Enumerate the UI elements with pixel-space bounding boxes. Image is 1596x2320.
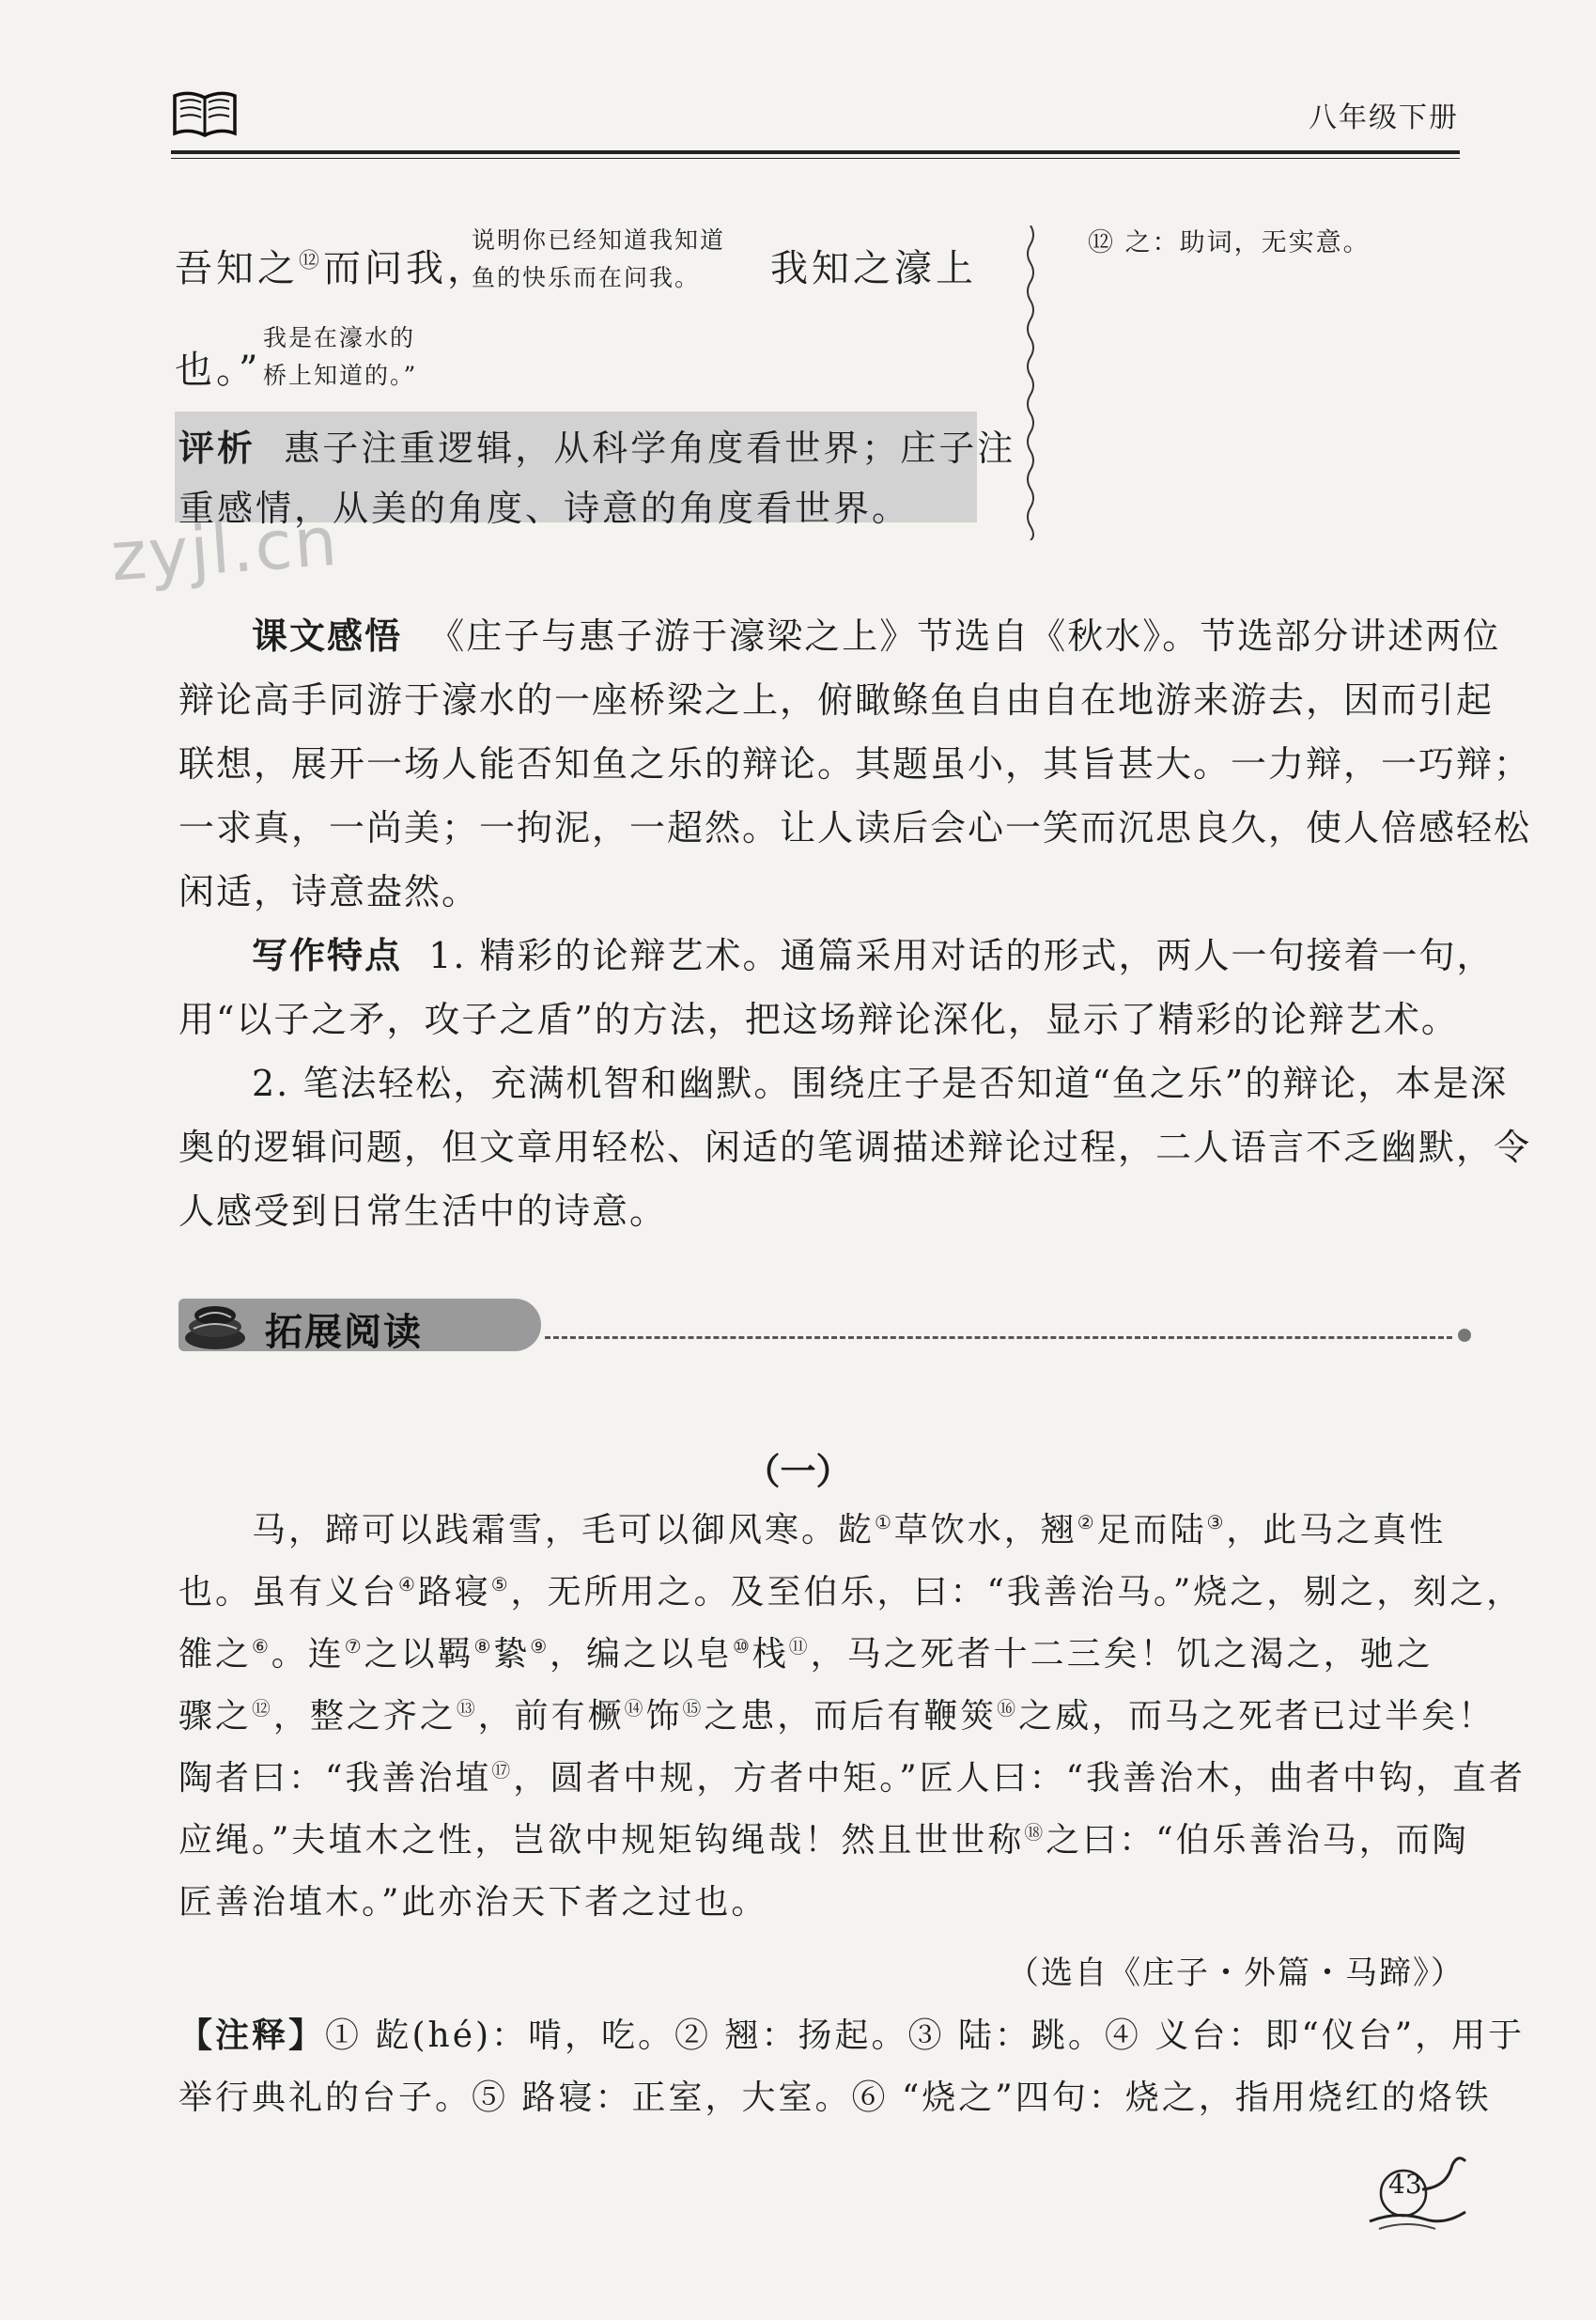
banner-title: 拓展阅读 bbox=[265, 1311, 423, 1354]
writing-line: 人感受到日常生活中的诗意。 bbox=[178, 1191, 668, 1232]
source-citation: （选自《庄子・外篇・马蹄》） bbox=[1007, 1954, 1464, 1992]
insight-label: 课文感悟 bbox=[252, 615, 403, 657]
header-rule-thin bbox=[171, 158, 1460, 159]
passage-line: 匠善治埴木。”此亦治天下者之过也。 bbox=[178, 1883, 768, 1922]
notes-line: 【注释】① 龁(hé)：啃，吃。② 翘：扬起。③ 陆：跳。④ 义台：即“仪台”，用于 bbox=[178, 2016, 1526, 2055]
wavy-divider bbox=[1024, 226, 1037, 540]
passage-line: 马，蹄可以践霜雪，毛可以御风寒。龁①草饮水，翘②足而陆③，此马之真性 bbox=[252, 1511, 1447, 1549]
evaluation-label: 评析 bbox=[178, 428, 256, 469]
evaluation-line: 重感情，从美的角度、诗意的角度看世界。 bbox=[178, 488, 911, 529]
notes-label: 【注释】 bbox=[178, 2016, 326, 2055]
rule-end-dot bbox=[1458, 1329, 1471, 1342]
insight-line: 课文感悟 《庄子与惠子游于濠梁之上》节选自《秋水》。节选部分讲述两位 bbox=[252, 615, 1501, 657]
passage-line: 也。虽有义台④路寝⑤，无所用之。及至伯乐，曰：“我善治马。”烧之，剔之，刻之， bbox=[178, 1573, 1524, 1612]
text-line: 也。” bbox=[175, 349, 262, 392]
books-icon bbox=[182, 1297, 248, 1353]
section-banner bbox=[178, 1291, 1471, 1357]
text-line: 我知之濠上 bbox=[770, 247, 977, 290]
evaluation-line: 评析 惠子注重逻辑，从科学角度看世界；庄子注 bbox=[178, 428, 1016, 469]
open-book-icon bbox=[171, 86, 239, 141]
passage-line: 陶者曰：“我善治埴⑰，圆者中规，方者中矩。”匠人曰：“我善治木，曲者中钩，直者 bbox=[178, 1759, 1526, 1798]
writing-line: 2. 笔法轻松，充满机智和幽默。围绕庄子是否知道“鱼之乐”的辩论，本是深 bbox=[252, 1063, 1509, 1104]
gloss-note: 说明你已经知道我知道 鱼的快乐而在问我。 bbox=[472, 226, 726, 291]
passage-line: 骤之⑫，整之齐之⑬，前有橛⑭饰⑮之患，而后有鞭筴⑯之威，而马之死者已过半矣！ bbox=[178, 1697, 1495, 1736]
writing-line: 用“以子之矛，攻子之盾”的方法，把这场辩论深化，显示了精彩的论辩艺术。 bbox=[178, 999, 1459, 1040]
grade-label: 八年级下册 bbox=[1309, 101, 1459, 134]
writing-line: 写作特点 1. 精彩的论辩艺术。通篇采用对话的形式，两人一句接着一句， bbox=[252, 935, 1495, 976]
section-number: （一） bbox=[744, 1451, 852, 1492]
notes-line: 举行典礼的台子。⑤ 路寝：正室，大室。⑥ “烧之”四句：烧之，指用烧红的烙铁 bbox=[178, 2079, 1492, 2117]
gloss-note: 我是在濠水的 桥上知道的。” bbox=[263, 324, 418, 389]
page-number: 43 bbox=[1388, 2169, 1422, 2200]
text-line: 吾知之⑫而问我， bbox=[175, 247, 489, 290]
writing-label: 写作特点 bbox=[252, 935, 403, 976]
passage-line: 应绳。”夫埴木之性，岂欲中规矩钩绳哉！然且世世称⑱之曰：“伯乐善治马，而陶 bbox=[178, 1821, 1469, 1860]
insight-line: 闲适，诗意盎然。 bbox=[178, 871, 480, 912]
side-note: ⑫ 之：助词，无实意。 bbox=[1088, 228, 1371, 257]
insight-line: 一求真，一尚美；一拘泥，一超然。让人读后会心一笑而沉思良久，使人倍感轻松 bbox=[178, 807, 1532, 849]
insight-line: 辩论高手同游于濠水的一座桥梁之上，俯瞰鲦鱼自由自在地游来游去，因而引起 bbox=[178, 679, 1495, 721]
dashed-rule bbox=[545, 1336, 1452, 1339]
header-rule bbox=[171, 150, 1460, 154]
passage-line: 雒之⑥。连⑦之以羁⑧絷⑨，编之以皂⑩栈⑪，马之死者十二三矣！饥之渴之，驰之 bbox=[178, 1635, 1433, 1674]
writing-line: 奥的逻辑问题，但文章用轻松、闲适的笔调描述辩论过程，二人语言不乏幽默，令 bbox=[178, 1127, 1532, 1168]
watermark: zyjl.cn bbox=[108, 501, 342, 597]
insight-line: 联想，展开一场人能否知鱼之乐的辩论。其题虽小，其旨甚大。一力辩，一巧辩； bbox=[178, 743, 1532, 785]
